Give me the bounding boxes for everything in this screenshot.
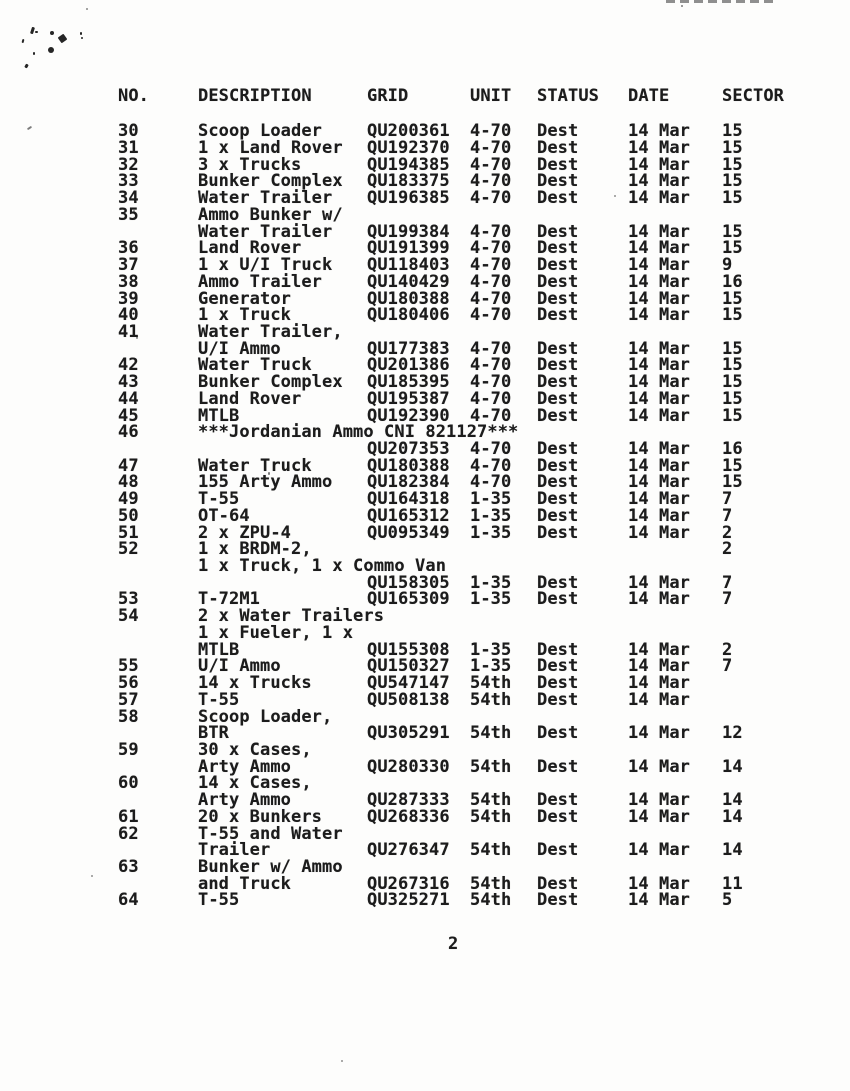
cell-date: 14 Mar — [628, 522, 691, 543]
cell-unit: 4-70 — [470, 305, 512, 326]
cell-no: 53 — [118, 589, 139, 610]
cell-date: 14 Mar — [628, 790, 691, 811]
cell-sector: 15 — [722, 355, 743, 376]
cell-unit: 54th — [470, 689, 512, 710]
top-edge-dashed-line-artifact — [666, 0, 778, 3]
cell-date: 14 Mar — [628, 338, 691, 359]
cell-unit: 4-70 — [470, 188, 512, 209]
cell-unit: 4-70 — [470, 121, 512, 142]
cell-desc: Bunker Complex — [198, 171, 343, 192]
cell-grid: QU268336 — [367, 806, 450, 827]
column-header-unit: UNIT — [470, 86, 512, 106]
table-header-row — [0, 88, 850, 105]
table-row — [0, 608, 850, 625]
cell-grid: QU207353 — [367, 438, 450, 459]
cell-date: 14 Mar — [628, 238, 691, 259]
cell-date: 14 Mar — [628, 505, 691, 526]
cell-unit: 4-70 — [470, 288, 512, 309]
cell-no: 56 — [118, 673, 139, 694]
cell-grid: QU196385 — [367, 188, 450, 209]
cell-no: 31 — [118, 138, 139, 159]
cell-desc: MTLB — [198, 405, 240, 426]
cell-date: 14 Mar — [628, 271, 691, 292]
cell-no: 39 — [118, 288, 139, 309]
cell-desc: T-55 — [198, 689, 240, 710]
column-header-no: NO. — [118, 86, 150, 106]
cell-sector: 7 — [722, 572, 733, 593]
cell-no: 34 — [118, 188, 139, 209]
cell-no: 47 — [118, 455, 139, 476]
cell-unit: 54th — [470, 840, 512, 861]
cell-grid: QU287333 — [367, 790, 450, 811]
cell-desc: T-55 — [198, 890, 240, 911]
cell-no: 58 — [118, 706, 139, 727]
cell-status: Dest — [537, 790, 579, 811]
cell-unit: 54th — [470, 673, 512, 694]
cell-desc: 14 x Cases, — [198, 773, 312, 794]
cell-unit: 54th — [470, 806, 512, 827]
page-number: 2 — [448, 934, 459, 954]
cell-desc: 3 x Trucks — [198, 154, 302, 175]
cell-date: 14 Mar — [628, 873, 691, 894]
cell-grid: QU194385 — [367, 154, 450, 175]
cell-grid: QU177383 — [367, 338, 450, 359]
cell-grid: QU191399 — [367, 238, 450, 259]
cell-grid: QU150327 — [367, 656, 450, 677]
cell-status: Dest — [537, 121, 579, 142]
cell-unit: 4-70 — [470, 405, 512, 426]
cell-desc: Scoop Loader — [198, 121, 323, 142]
cell-sector: 2 — [722, 639, 733, 660]
cell-grid: QU183375 — [367, 171, 450, 192]
cell-unit: 4-70 — [470, 171, 512, 192]
cell-no: 51 — [118, 522, 139, 543]
cell-grid: QU201386 — [367, 355, 450, 376]
column-header-status: STATUS — [537, 86, 600, 106]
cell-no: 36 — [118, 238, 139, 259]
cell-unit: 54th — [470, 756, 512, 777]
cell-no: 37 — [118, 255, 139, 276]
column-header-sector: SECTOR — [722, 86, 785, 106]
cell-no: 44 — [118, 388, 139, 409]
cell-sector: 5 — [722, 890, 733, 911]
cell-desc: Bunker Complex — [198, 372, 343, 393]
cell-sector: 15 — [722, 221, 743, 242]
cell-desc: 2 x Water Trailers — [198, 606, 385, 627]
cell-unit: 1-35 — [470, 589, 512, 610]
cell-grid: QU199384 — [367, 221, 450, 242]
cell-sector: 15 — [722, 472, 743, 493]
cell-desc: Trailer — [198, 840, 271, 861]
cell-sector: 15 — [722, 171, 743, 192]
cell-grid: QU280330 — [367, 756, 450, 777]
cell-unit: 1-35 — [470, 639, 512, 660]
cell-desc: Water Trailer, — [198, 321, 343, 342]
cell-date: 14 Mar — [628, 138, 691, 159]
cell-desc: 1 x Land Rover — [198, 138, 343, 159]
cell-desc: T-55 and Water — [198, 823, 343, 844]
cell-status: Dest — [537, 171, 579, 192]
cell-date: 14 Mar — [628, 723, 691, 744]
cell-unit: 1-35 — [470, 505, 512, 526]
cell-no: 35 — [118, 204, 139, 225]
cell-grid: QU180388 — [367, 455, 450, 476]
cell-no: 43 — [118, 372, 139, 393]
cell-desc: BTR — [198, 723, 230, 744]
cell-unit: 1-35 — [470, 489, 512, 510]
cell-status: Dest — [537, 338, 579, 359]
cell-date: 14 Mar — [628, 489, 691, 510]
cell-no: 30 — [118, 121, 139, 142]
cell-grid: QU547147 — [367, 673, 450, 694]
cell-sector: 15 — [722, 455, 743, 476]
cell-sector: 15 — [722, 305, 743, 326]
cell-desc: 1 x U/I Truck — [198, 255, 333, 276]
column-header-date: DATE — [628, 86, 670, 106]
cell-desc: Arty Ammo — [198, 756, 292, 777]
cell-no: 60 — [118, 773, 139, 794]
cell-sector: 7 — [722, 505, 733, 526]
cell-unit: 4-70 — [470, 271, 512, 292]
cell-status: Dest — [537, 656, 579, 677]
cell-status: Dest — [537, 723, 579, 744]
cell-no: 63 — [118, 856, 139, 877]
cell-status: Dest — [537, 806, 579, 827]
cell-unit: 1-35 — [470, 522, 512, 543]
cell-status: Dest — [537, 505, 579, 526]
cell-desc: 20 x Bunkers — [198, 806, 323, 827]
cell-no: 38 — [118, 271, 139, 292]
cell-grid: QU325271 — [367, 890, 450, 911]
cell-date: 14 Mar — [628, 656, 691, 677]
cell-no: 45 — [118, 405, 139, 426]
cell-no: 52 — [118, 539, 139, 560]
cell-sector: 16 — [722, 271, 743, 292]
cell-sector: 15 — [722, 405, 743, 426]
cell-sector: 15 — [722, 154, 743, 175]
cell-sector: 16 — [722, 438, 743, 459]
cell-date: 14 Mar — [628, 288, 691, 309]
cell-sector: 15 — [722, 238, 743, 259]
cell-grid: QU305291 — [367, 723, 450, 744]
cell-status: Dest — [537, 188, 579, 209]
cell-grid: QU095349 — [367, 522, 450, 543]
cell-status: Dest — [537, 288, 579, 309]
cell-grid: QU508138 — [367, 689, 450, 710]
cell-status: Dest — [537, 572, 579, 593]
cell-desc: 1 x Truck, 1 x Commo Van — [198, 556, 447, 577]
cell-desc: 14 x Trucks — [198, 673, 312, 694]
cell-sector: 14 — [722, 840, 743, 861]
cell-desc: 1 x BRDM-2, — [198, 539, 312, 560]
cell-desc: Ammo Bunker w/ — [198, 204, 343, 225]
cell-desc: 30 x Cases, — [198, 739, 312, 760]
cell-date: 14 Mar — [628, 355, 691, 376]
cell-sector: 14 — [722, 756, 743, 777]
cell-status: Dest — [537, 522, 579, 543]
cell-status: Dest — [537, 840, 579, 861]
cell-status: Dest — [537, 589, 579, 610]
cell-unit: 4-70 — [470, 238, 512, 259]
cell-status: Dest — [537, 689, 579, 710]
cell-unit: 1-35 — [470, 572, 512, 593]
cell-sector: 15 — [722, 121, 743, 142]
cell-sector: 14 — [722, 790, 743, 811]
cell-no: 55 — [118, 656, 139, 677]
cell-unit: 4-70 — [470, 388, 512, 409]
cell-grid: QU164318 — [367, 489, 450, 510]
cell-status: Dest — [537, 673, 579, 694]
cell-sector: 15 — [722, 338, 743, 359]
cell-grid: QU155308 — [367, 639, 450, 660]
cell-date: 14 Mar — [628, 188, 691, 209]
cell-no: 40 — [118, 305, 139, 326]
cell-desc: Ammo Trailer — [198, 271, 323, 292]
cell-unit: 4-70 — [470, 355, 512, 376]
cell-status: Dest — [537, 489, 579, 510]
cell-unit: 54th — [470, 890, 512, 911]
cell-unit: 4-70 — [470, 154, 512, 175]
cell-sector: 2 — [722, 539, 733, 560]
cell-status: Dest — [537, 255, 579, 276]
cell-status: Dest — [537, 438, 579, 459]
cell-unit: 4-70 — [470, 455, 512, 476]
cell-status: Dest — [537, 238, 579, 259]
cell-date: 14 Mar — [628, 388, 691, 409]
cell-desc: Water Truck — [198, 455, 312, 476]
cell-desc: 2 x ZPU-4 — [198, 522, 292, 543]
cell-date: 14 Mar — [628, 305, 691, 326]
cell-sector: 15 — [722, 388, 743, 409]
cell-sector: 9 — [722, 255, 733, 276]
cell-sector: 7 — [722, 656, 733, 677]
cell-sector: 15 — [722, 372, 743, 393]
cell-unit: 1-35 — [470, 656, 512, 677]
cell-grid: QU165309 — [367, 589, 450, 610]
cell-desc: Land Rover — [198, 388, 302, 409]
cell-date: 14 Mar — [628, 806, 691, 827]
cell-desc: and Truck — [198, 873, 292, 894]
cell-desc: T-72M1 — [198, 589, 261, 610]
cell-no: 59 — [118, 739, 139, 760]
cell-status: Dest — [537, 305, 579, 326]
cell-status: Dest — [537, 221, 579, 242]
cell-status: Dest — [537, 405, 579, 426]
cell-status: Dest — [537, 873, 579, 894]
cell-grid: QU192370 — [367, 138, 450, 159]
cell-date: 14 Mar — [628, 890, 691, 911]
cell-desc: Scoop Loader, — [198, 706, 333, 727]
cell-status: Dest — [537, 355, 579, 376]
cell-no: 54 — [118, 606, 139, 627]
cell-status: Dest — [537, 154, 579, 175]
cell-status: Dest — [537, 455, 579, 476]
cell-status: Dest — [537, 271, 579, 292]
cell-no: 62 — [118, 823, 139, 844]
cell-grid: QU192390 — [367, 405, 450, 426]
cell-date: 14 Mar — [628, 756, 691, 777]
cell-desc: Bunker w/ Ammo — [198, 856, 343, 877]
cell-status: Dest — [537, 472, 579, 493]
cell-grid: QU276347 — [367, 840, 450, 861]
cell-sector: 11 — [722, 873, 743, 894]
cell-sector: 15 — [722, 288, 743, 309]
cell-no: 61 — [118, 806, 139, 827]
cell-date: 14 Mar — [628, 572, 691, 593]
cell-grid: QU182384 — [367, 472, 450, 493]
cell-unit: 54th — [470, 723, 512, 744]
cell-date: 14 Mar — [628, 372, 691, 393]
cell-unit: 4-70 — [470, 138, 512, 159]
cell-no: 42 — [118, 355, 139, 376]
cell-unit: 4-70 — [470, 438, 512, 459]
cell-status: Dest — [537, 388, 579, 409]
cell-grid: QU180406 — [367, 305, 450, 326]
column-header-grid: GRID — [367, 86, 409, 106]
cell-sector: 15 — [722, 188, 743, 209]
cell-desc: U/I Ammo — [198, 656, 281, 677]
cell-no: 48 — [118, 472, 139, 493]
cell-unit: 54th — [470, 790, 512, 811]
cell-no: 50 — [118, 505, 139, 526]
cell-desc: MTLB — [198, 639, 240, 660]
table-row — [0, 892, 850, 909]
cell-no: 46 — [118, 422, 139, 443]
cell-no: 41 — [118, 321, 139, 342]
cell-status: Dest — [537, 890, 579, 911]
cell-desc: Water Trailer — [198, 188, 333, 209]
cell-date: 14 Mar — [628, 154, 691, 175]
cell-no: 33 — [118, 171, 139, 192]
cell-grid: QU165312 — [367, 505, 450, 526]
cell-sector: 15 — [722, 138, 743, 159]
cell-desc: 155 Arty Ammo — [198, 472, 333, 493]
cell-desc: Land Rover — [198, 238, 302, 259]
cell-sector: 12 — [722, 723, 743, 744]
cell-desc: 1 x Fueler, 1 x — [198, 622, 354, 643]
cell-no: 49 — [118, 489, 139, 510]
cell-no: 57 — [118, 689, 139, 710]
cell-date: 14 Mar — [628, 221, 691, 242]
cell-date: 14 Mar — [628, 472, 691, 493]
cell-grid: QU185395 — [367, 372, 450, 393]
cell-sector: 14 — [722, 806, 743, 827]
cell-desc: Water Truck — [198, 355, 312, 376]
cell-date: 14 Mar — [628, 255, 691, 276]
cell-sector: 2 — [722, 522, 733, 543]
cell-status: Dest — [537, 639, 579, 660]
cell-grid: QU118403 — [367, 255, 450, 276]
cell-grid: QU200361 — [367, 121, 450, 142]
cell-desc: 1 x Truck — [198, 305, 292, 326]
cell-sector: 7 — [722, 489, 733, 510]
cell-date: 14 Mar — [628, 639, 691, 660]
cell-date: 14 Mar — [628, 171, 691, 192]
cell-desc: U/I Ammo — [198, 338, 281, 359]
cell-no: 64 — [118, 890, 139, 911]
column-header-description: DESCRIPTION — [198, 86, 312, 106]
cell-date: 14 Mar — [628, 673, 691, 694]
cell-desc: ***Jordanian Ammo CNI 821127*** — [198, 422, 519, 443]
cell-date: 14 Mar — [628, 455, 691, 476]
cell-desc: Arty Ammo — [198, 790, 292, 811]
cell-unit: 4-70 — [470, 372, 512, 393]
cell-date: 14 Mar — [628, 438, 691, 459]
cell-date: 14 Mar — [628, 689, 691, 710]
cell-grid: QU267316 — [367, 873, 450, 894]
cell-desc: Water Trailer — [198, 221, 333, 242]
cell-desc: OT-64 — [198, 505, 250, 526]
cell-date: 14 Mar — [628, 121, 691, 142]
cell-grid: QU195387 — [367, 388, 450, 409]
cell-desc: Generator — [198, 288, 292, 309]
cell-sector: 7 — [722, 589, 733, 610]
cell-unit: 54th — [470, 873, 512, 894]
cell-unit: 4-70 — [470, 338, 512, 359]
cell-grid: QU140429 — [367, 271, 450, 292]
cell-grid: QU180388 — [367, 288, 450, 309]
cell-unit: 4-70 — [470, 472, 512, 493]
cell-status: Dest — [537, 138, 579, 159]
cell-grid: QU158305 — [367, 572, 450, 593]
cell-unit: 4-70 — [470, 221, 512, 242]
cell-status: Dest — [537, 756, 579, 777]
cell-date: 14 Mar — [628, 589, 691, 610]
cell-no: 32 — [118, 154, 139, 175]
cell-date: 14 Mar — [628, 405, 691, 426]
cell-unit: 4-70 — [470, 255, 512, 276]
cell-date: 14 Mar — [628, 840, 691, 861]
cell-desc: T-55 — [198, 489, 240, 510]
cell-status: Dest — [537, 372, 579, 393]
